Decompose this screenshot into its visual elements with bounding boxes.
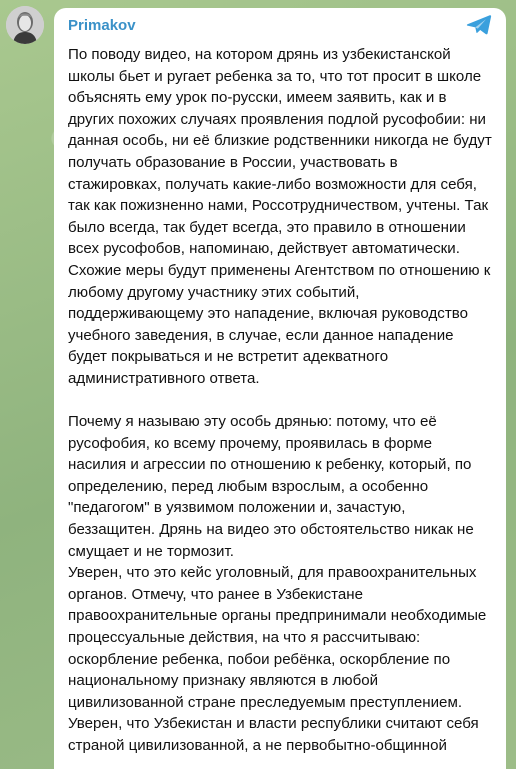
message-header — [68, 14, 492, 36]
post-paragraph-1: По поводу видео, на котором дрянь из узбекистанской школы бьет и ругает ребенка за то, что тот просит в школе объяснять ему урок по-русски, имеем заявить, как и в других похожих случаях проявления подлой русофобии: ни данная особь, ни её близкие родственники никогда не будут получать образование в России, участвовать в стажировках, получать какие-либо возможности для себя, так как пожизненно нами, Россотрудничеством, учтены. Так было всегда, так будет всегда, это правило в отношении всех русофобов, напоминаю, действует автоматически. Схожие меры будут применены Агентством по отношению к любому другому участнику этих событий, поддерживающему это нападение, включая руководство учебного заведения, в случае, если данное нападение будет покрываться и не встретит адекватного административного ответа. — [68, 46, 496, 387]
message-bubble — [54, 8, 506, 769]
post-paragraph-2: Почему я называю эту особь дрянью: потому, что её русофобия, ко всему прочему, проявилась в форме насилия и агрессии по отношению к ребенку, который, по определению, перед любым взрослым, а особенно "педагогом" в уязвимом положении и, зачастую, беззащитен. Дрянь на видео это обстоятельство никак не смущает и не тормозит. — [68, 413, 478, 560]
avatar-photo — [6, 6, 44, 44]
paragraph-spacer — [68, 390, 492, 412]
channel-avatar[interactable] — [6, 6, 44, 44]
channel-name[interactable]: Primakov — [68, 16, 136, 34]
telegram-paper-plane-icon[interactable] — [466, 14, 492, 36]
post-paragraph-3: Уверен, что это кейс уголовный, для правоохранительных органов. Отмечу, что ранее в Узбекистане правоохранительные органы предпринимали необходимые процессуальные действия, на что я рассчитываю: оскорбление ребенка, побои ребёнка, оскорбление по национальному признаку являются в любой цивилизованной стране преследуемым преступлением. Уверен, что Узбекистан и власти республики считают себя страной цивилизованной, а не первобытно-общинной — [68, 564, 491, 754]
